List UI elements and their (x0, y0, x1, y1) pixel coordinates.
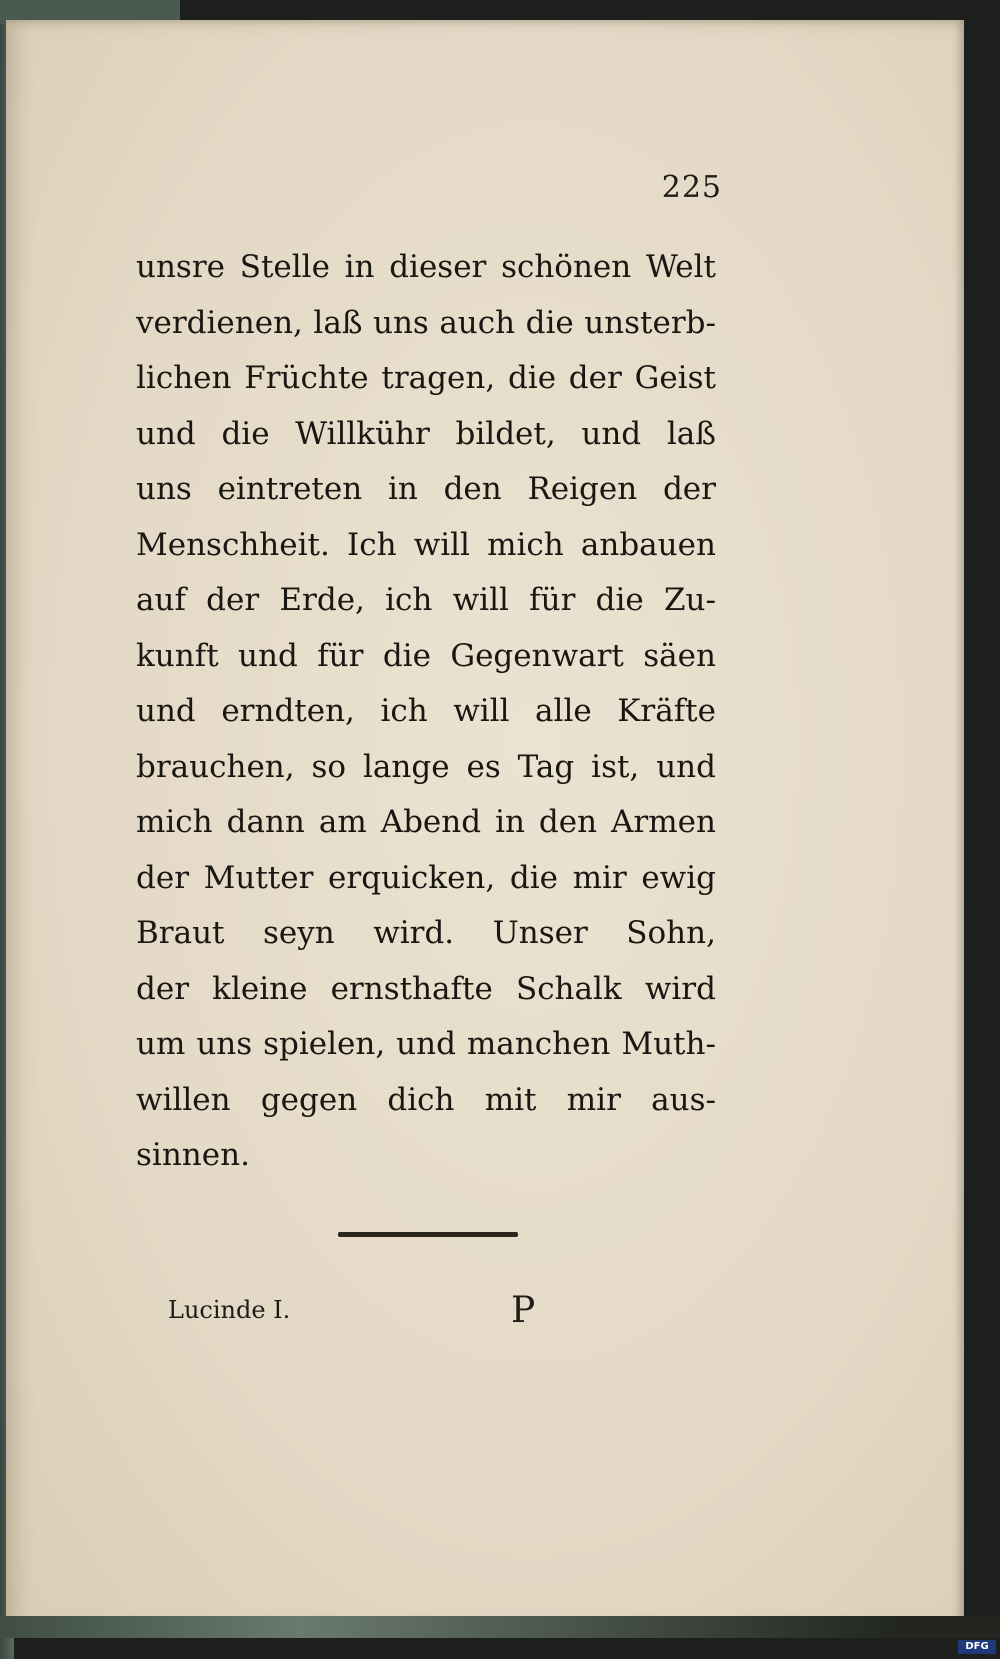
word: Tag (517, 748, 575, 785)
word: mir (566, 1081, 621, 1118)
word: Früchte (244, 360, 369, 396)
word: Armen (611, 804, 716, 840)
word: erquicken, (328, 859, 496, 896)
word: Mutter (203, 859, 314, 896)
digitization-credit: Digitalisierung gefördert durch die Deutsche Forschungsgemeinschaft - (560, 1641, 954, 1654)
word: ich (380, 693, 428, 729)
word: Zu- (663, 582, 716, 618)
word: und (136, 693, 196, 729)
word: erndten, (221, 693, 355, 729)
word: mich (136, 804, 213, 840)
word: die (509, 859, 558, 896)
dfg-logo-icon: DFG (958, 1640, 996, 1654)
word: unsterb- (584, 304, 716, 341)
word: und (656, 748, 716, 785)
word: Erde, (279, 582, 365, 618)
text-line: sinnen. (136, 1137, 250, 1173)
word: Geist (634, 360, 716, 396)
end-rule-divider (338, 1232, 518, 1237)
word: bildet, (455, 415, 556, 452)
binding-bottom-edge (0, 1616, 1000, 1638)
word: den (538, 804, 598, 840)
word: uns (373, 304, 429, 341)
word: verdienen, (136, 304, 303, 341)
signature-mark: Lucinde I. (168, 1296, 291, 1324)
text-line (136, 462, 716, 518)
word: den (443, 471, 502, 507)
word: in (344, 249, 375, 285)
word: gegen (260, 1081, 358, 1118)
word: Kräfte (617, 693, 716, 729)
word: schönen (501, 249, 632, 285)
word: unsre (136, 249, 226, 285)
word: auch (439, 304, 516, 341)
word: Stelle (239, 249, 330, 285)
word: Unser (492, 915, 588, 951)
word: säen (643, 637, 716, 674)
word: auf (136, 582, 186, 618)
text-line (136, 573, 716, 629)
word: kleine (212, 970, 308, 1007)
text-line (136, 1017, 716, 1073)
word: alle (535, 693, 592, 729)
word: will (453, 693, 510, 729)
word: dieser (389, 249, 487, 285)
word: will (452, 582, 509, 618)
word: der (136, 859, 190, 896)
word: der (206, 582, 260, 618)
word: Welt (645, 249, 716, 285)
word: spielen, (263, 1026, 386, 1062)
word: die (507, 360, 557, 396)
word: und (136, 415, 196, 452)
word: in (387, 471, 418, 507)
word: die (525, 304, 574, 341)
word: am (318, 804, 367, 840)
text-line (136, 296, 716, 352)
word: ich (385, 582, 433, 618)
word: eintreten (217, 471, 363, 507)
word: Schalk (515, 970, 622, 1007)
word: ernsthafte (330, 970, 493, 1007)
word: seyn (262, 915, 335, 951)
text-line (136, 518, 716, 574)
word: Menschheit. (136, 526, 330, 563)
word: dich (387, 1081, 455, 1118)
text-line (136, 962, 716, 1018)
word: Sohn, (626, 915, 716, 951)
text-line (136, 851, 716, 907)
word: anbauen (580, 526, 716, 563)
word: und (238, 637, 298, 674)
word: mich (487, 526, 564, 563)
word: für (529, 582, 576, 618)
word: wird (644, 970, 716, 1007)
word: dann (226, 804, 305, 840)
word: manchen (466, 1026, 611, 1062)
word: aus- (651, 1081, 716, 1118)
word: die (221, 415, 270, 452)
gathering-mark: P (511, 1290, 536, 1331)
text-line (136, 240, 716, 296)
word: wird. (373, 915, 455, 951)
text-line (136, 684, 716, 740)
text-line (136, 906, 716, 962)
word: mir (572, 859, 627, 896)
text-line (136, 407, 716, 463)
word: die (382, 637, 431, 674)
text-line (136, 740, 716, 796)
word: für (317, 637, 364, 674)
word: so (311, 748, 347, 785)
word: Braut (136, 915, 225, 951)
page-number: 225 (661, 170, 722, 205)
word: Muth- (621, 1026, 716, 1062)
word: mit (484, 1081, 537, 1118)
word: brauchen, (136, 748, 295, 785)
word: in (495, 804, 525, 840)
word: laß (666, 415, 716, 452)
word: Gegenwart (450, 637, 624, 674)
word: der (136, 970, 190, 1007)
word: Reigen (527, 471, 638, 507)
word: tragen, (381, 360, 496, 396)
word: lange (363, 748, 450, 785)
word: es (466, 748, 501, 785)
word: lichen (136, 360, 232, 396)
text-line (136, 629, 716, 685)
word: und (581, 415, 642, 452)
word: laß (313, 304, 363, 341)
text-line (136, 1073, 716, 1129)
text-line (136, 351, 716, 407)
word: der (662, 471, 716, 507)
word: kunft (136, 637, 219, 674)
word: Willkühr (295, 415, 430, 452)
text-line (136, 795, 716, 851)
word: will (413, 526, 470, 563)
word: die (595, 582, 644, 618)
word: um (136, 1026, 186, 1062)
body-text (136, 240, 716, 1184)
word: ewig (641, 859, 716, 896)
word: uns (196, 1026, 253, 1062)
word: Ich (346, 526, 397, 563)
word: uns (136, 471, 192, 507)
word: Abend (380, 804, 482, 840)
word: und (396, 1026, 456, 1062)
word: der (568, 360, 622, 396)
word: ist, (591, 748, 640, 785)
word: willen (136, 1081, 231, 1118)
